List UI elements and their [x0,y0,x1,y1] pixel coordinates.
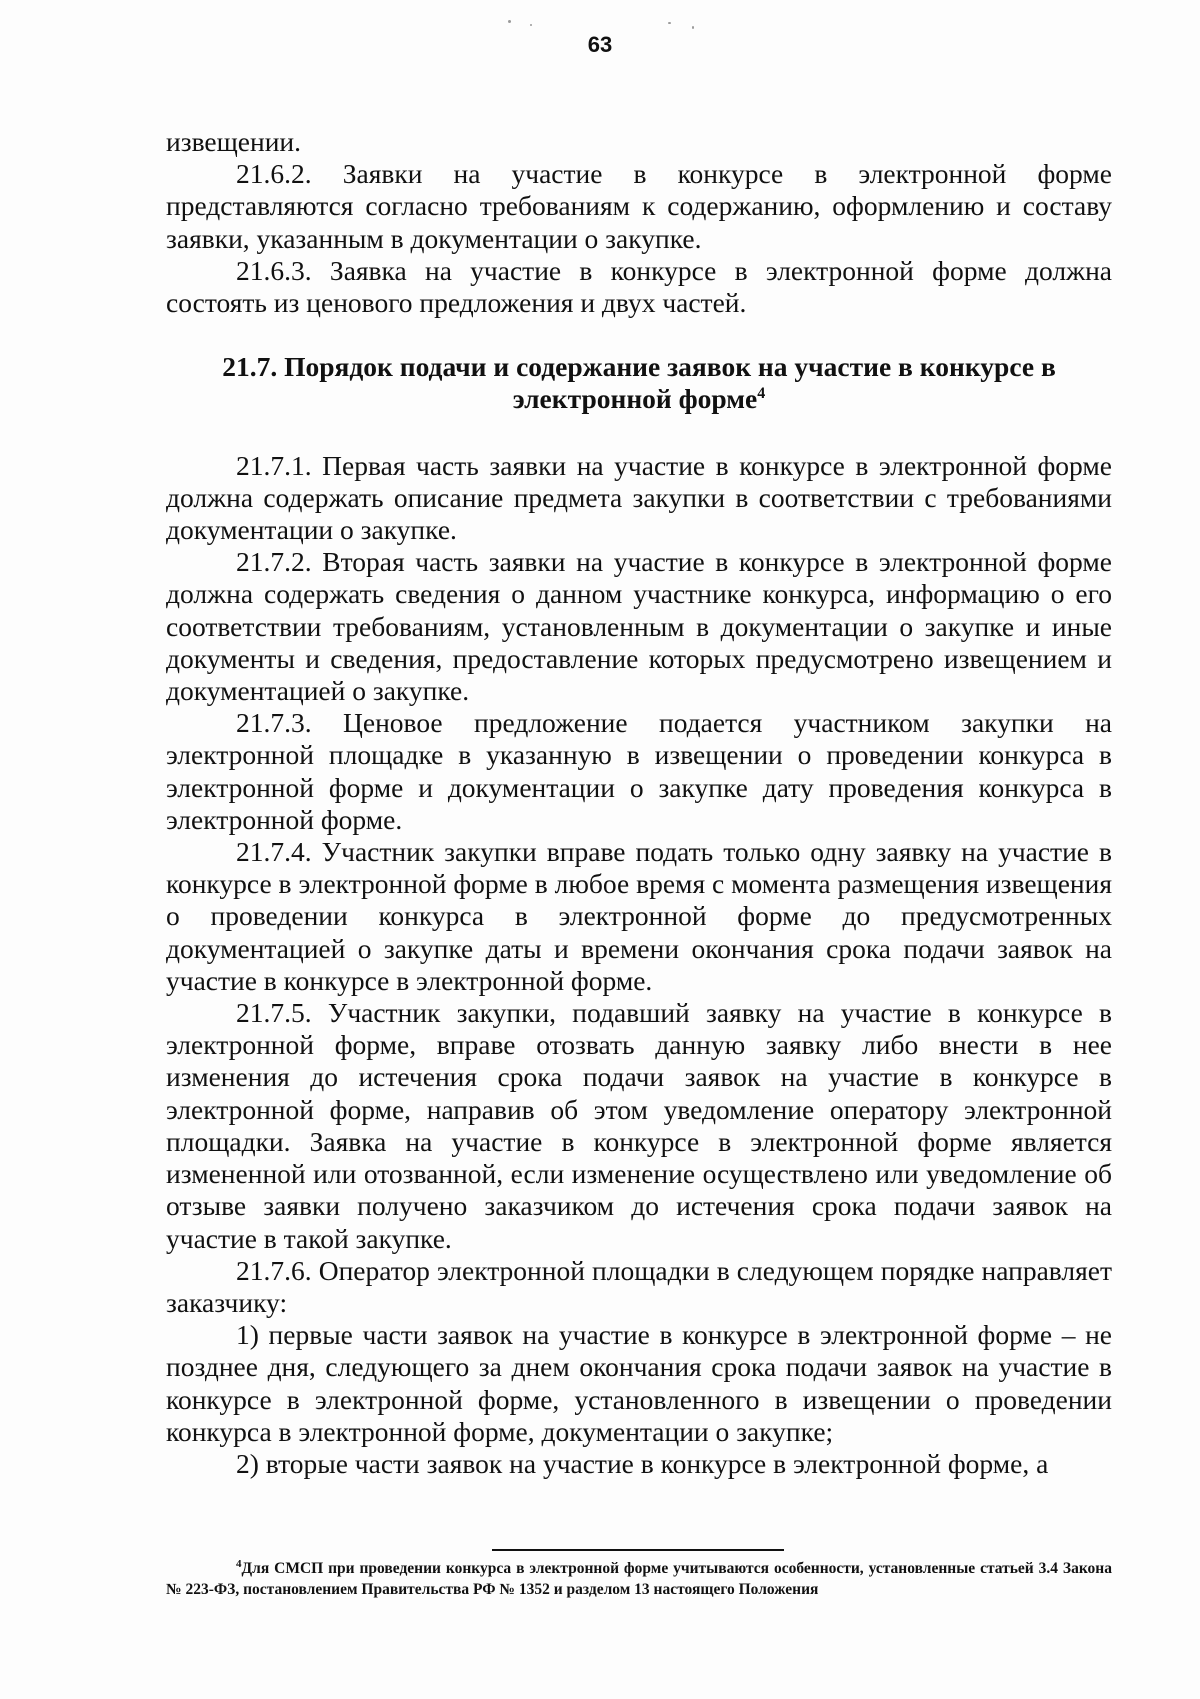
scan-artifact [668,22,671,24]
scan-artifact [530,24,532,26]
list-item-1: 1) первые части заявок на участие в конкурсе в электронной форме – не позднее дня, следующего за днем окончания срока подачи заявок на участие в конкурсе в электронной форме, установленного в извещении о проведении конкурса в электронной форме, документации о закупке; [166,1319,1112,1447]
paragraph-21-7-4: 21.7.4. Участник закупки вправе подать только одну заявку на участие в конкурсе в электронной форме в любое время с момента размещения извещения о проведении конкурса в электронной форме до предусмотренных документацией о закупке даты и времени окончания срока подачи заявок на участие в конкурсе в электронной форме. [166,836,1112,996]
scan-artifact [508,20,511,23]
document-body [166,126,1112,1480]
paragraph-21-7-3: 21.7.3. Ценовое предложение подается участником закупки на электронной площадке в указанную в извещении о проведении конкурса в электронной форме и документации о закупке дату проведения конкурса в электронной форме. [166,707,1112,835]
footnote-marker: 4 [236,1557,242,1570]
section-heading-text: 21.7. Порядок подачи и содержание заявок на участие в конкурсе в электронной форме [222,351,1056,415]
footnote-reference: 4 [757,385,766,403]
paragraph-continuation: извещении. [166,126,302,157]
paragraph-21-7-2: 21.7.2. Вторая часть заявки на участие в конкурсе в электронной форме должна содержать сведения о данном участнике конкурса, информацию о его соответствии требованиям, установленным в документации о закупке и иные документы и сведения, предоставление которых предусмотрено извещением и документацией о закупке. [166,546,1112,707]
footnote-divider [492,1549,784,1551]
page-number: 63 [587,32,613,57]
paragraph-21-6-3: 21.6.3. Заявка на участие в конкурсе в электронной форме должна состоять из ценового предложения и двух частей. [166,254,1112,319]
paragraph-21-6-2: 21.6.2. Заявки на участие в конкурсе в электронной форме представляются согласно требованиям к содержанию, оформлению и составу заявки, указанным в документации о закупке. [166,158,1112,254]
section-heading [166,351,1112,415]
list-item-2: 2) вторые части заявок на участие в конкурсе в электронной форме, а [236,1447,1049,1479]
paragraph-21-7-6: 21.7.6. Оператор электронной площадки в следующем порядке направляет заказчику: [166,1254,1112,1318]
paragraph-21-7-5: 21.7.5. Участник закупки, подавший заявку на участие в конкурсе в электронной форме, вправе отозвать данную заявку либо внести в нее изменения до истечения срока подачи заявок на участие в конкурсе в электронной форме, направив об этом уведомление оператору электронной площадки. Заявка на участие в конкурсе в электронной форме является измененной или отозванной, если изменение осуществлено или уведомление об отзыве заявки получено заказчиком до истечения срока подачи заявок на участие в такой закупке. [166,997,1112,1254]
footnote-paragraph [166,1558,1112,1600]
paragraph-21-7-1: 21.7.1. Первая часть заявки на участие в конкурсе в электронной форме должна содержать описание предмета закупки в соответствии с требованиями документации о закупке. [166,449,1112,546]
footnote [166,1558,1112,1600]
scan-artifact [692,26,694,29]
footnote-text: Для СМСП при проведении конкурса в электронной форме учитываются особенности, установленные статьей 3.4 Закона № 223-ФЗ, постановлением Правительства РФ № 1352 и разделом 13 настоящего Положения [166,1560,1112,1598]
